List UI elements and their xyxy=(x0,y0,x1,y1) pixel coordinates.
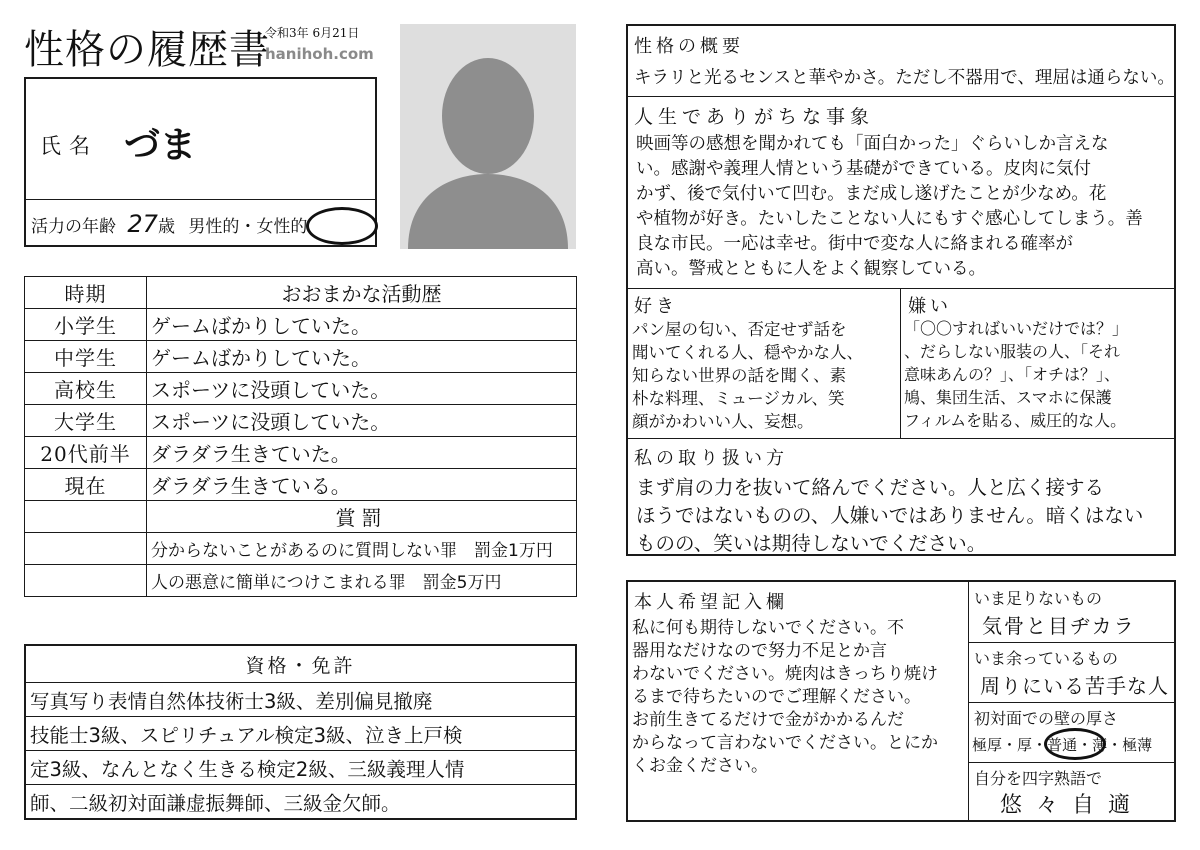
activity-cell: ゲームばかりしていた。 xyxy=(147,309,577,341)
avatar-silhouette-icon xyxy=(400,24,576,249)
document-date: 令和3年 6月21日 xyxy=(265,26,360,40)
life-line: や植物が好き。たいしたことない人にもすぐ感心してしまう。善 xyxy=(636,209,1143,229)
activity-cell: スポーツに没頭していた。 xyxy=(147,405,577,437)
life-line: 映画等の感想を聞かれても「面白かった」ぐらいしか言えな xyxy=(636,134,1109,154)
likes-divider xyxy=(900,288,901,438)
name-value: づま xyxy=(124,125,197,166)
lacking-label: いま足りないもの xyxy=(974,589,1103,608)
handling-label: 私の取り扱い方 xyxy=(634,448,788,469)
license-line: 定3級、なんとなく生きる検定2級、三級義理人情 xyxy=(30,758,465,781)
wall-option: 極薄 xyxy=(1122,736,1153,754)
awards-header-row xyxy=(25,501,577,533)
table-header-row xyxy=(25,277,577,309)
period-cell: 現在 xyxy=(25,469,147,501)
wish-line: わないでください。焼肉はきっちり焼け xyxy=(632,664,938,684)
award-row xyxy=(25,533,577,565)
col-activity-header: おおまかな活動歴 xyxy=(147,277,577,309)
licenses-divider xyxy=(26,716,575,717)
side-divider xyxy=(968,642,1174,643)
licenses-divider xyxy=(26,750,575,751)
license-line: 師、二級初対面謙虚振舞師、三級金欠師。 xyxy=(30,792,401,815)
like-line: 朴な料理、ミュージカル、笑 xyxy=(632,389,845,408)
activity-cell: ダラダラ生きている。 xyxy=(147,469,577,501)
awards-header: 賞罰 xyxy=(147,501,577,533)
life-label: 人生でありがちな事象 xyxy=(634,106,875,128)
table-row xyxy=(25,405,577,437)
age-label: 活力の年齢 xyxy=(31,217,116,237)
dislike-line: フィルムを貼る、威圧的な人。 xyxy=(904,411,1127,430)
side-divider xyxy=(968,762,1174,763)
empty-cell xyxy=(25,501,147,533)
gender-male-option: 男性的 xyxy=(188,217,240,237)
name-box xyxy=(24,77,377,247)
wish-line: るまで待ちたいのでご理解ください。 xyxy=(632,687,921,707)
wishes-divider xyxy=(968,582,969,820)
name-divider xyxy=(26,199,375,200)
license-line: 技能士3級、スピリチュアル検定3級、泣き上戸検 xyxy=(30,724,463,747)
idiom-value: 悠々自適 xyxy=(1000,793,1145,818)
wall-selection-circle xyxy=(1044,728,1106,760)
wish-line: 私に何も期待しないでください。不 xyxy=(632,618,904,638)
surplus-value: 周りにいる苦手な人 xyxy=(980,674,1169,698)
licenses-header: 資格・免許 xyxy=(245,655,356,677)
age-value: 27 xyxy=(127,210,158,238)
period-cell: 小学生 xyxy=(25,309,147,341)
history-table xyxy=(24,276,577,597)
wall-options: 極厚・厚・普通・薄・極薄 xyxy=(972,736,1153,754)
col-period-header: 時期 xyxy=(25,277,147,309)
period-cell: 高校生 xyxy=(25,373,147,405)
licenses-divider xyxy=(26,682,575,683)
wishes-label: 本人希望記入欄 xyxy=(634,592,788,613)
section-divider xyxy=(628,438,1174,439)
award-cell: 人の悪意に簡単につけこまれる罪 罰金5万円 xyxy=(147,565,577,597)
like-line: 顔がかわいい人、妄想。 xyxy=(632,412,814,431)
handling-line: ほうではないものの、人嫌いではありません。暗くはない xyxy=(636,504,1144,527)
dislike-line: 「〇〇すればいいだけでは？」 xyxy=(904,319,1129,338)
side-divider xyxy=(968,702,1174,703)
period-cell: 中学生 xyxy=(25,341,147,373)
like-line: パン屋の匂い、否定せず話を xyxy=(632,320,847,339)
dislike-line: 鳩、集団生活、スマホに保護 xyxy=(904,388,1112,407)
section-divider xyxy=(628,96,1174,97)
table-row xyxy=(25,373,577,405)
name-label: 氏名 xyxy=(40,134,98,158)
age-row xyxy=(31,210,307,238)
wall-option: 普通 xyxy=(1047,736,1078,754)
idiom-label: 自分を四字熟語で xyxy=(974,769,1103,788)
life-line: 高い。警戒とともに人をよく観察している。 xyxy=(636,259,986,279)
activity-cell: ゲームばかりしていた。 xyxy=(147,341,577,373)
activity-cell: ダラダラ生きていた。 xyxy=(147,437,577,469)
gender-female-option: 女性的 xyxy=(256,217,308,237)
age-unit: 歳 xyxy=(157,217,175,237)
license-line: 写真写り表情自然体技術士3級、差別偏見撤廃 xyxy=(30,690,433,713)
table-row xyxy=(25,469,577,501)
activity-cell: スポーツに没頭していた。 xyxy=(147,373,577,405)
page-title: 性格の履歴書 xyxy=(24,27,270,73)
like-line: 聞いてくれる人、穏やかな人、 xyxy=(632,343,863,362)
table-row xyxy=(25,309,577,341)
period-cell: 大学生 xyxy=(25,405,147,437)
dislikes-label: 嫌い xyxy=(908,296,952,317)
wall-option: 厚 xyxy=(1017,736,1033,754)
table-row xyxy=(25,341,577,373)
life-line: かず、後で気付いて凹む。まだ成し遂げたことが少なめ。花 xyxy=(636,184,1107,204)
award-cell: 分からないことがあるのに質問しない罪 罰金1万円 xyxy=(147,533,577,565)
wall-option: 薄 xyxy=(1092,736,1108,754)
gender-selection-circle xyxy=(306,207,378,245)
overview-label: 性格の概要 xyxy=(634,36,744,57)
empty-cell xyxy=(25,533,147,565)
lacking-value: 気骨と目ヂカラ xyxy=(982,614,1136,638)
handling-line: ものの、笑いは期待しないでください。 xyxy=(636,532,987,555)
empty-cell xyxy=(25,565,147,597)
dislike-line: 、だらしない服装の人、「それ xyxy=(904,342,1121,361)
wall-option: 極厚 xyxy=(972,736,1003,754)
personality-box xyxy=(626,24,1176,556)
section-divider xyxy=(628,288,1174,289)
life-line: い。感謝や義理人情という基礎ができている。皮肉に気付 xyxy=(636,159,1091,179)
like-line: 知らない世界の話を聞く、素 xyxy=(632,366,847,385)
licenses-box xyxy=(24,644,577,820)
likes-label: 好き xyxy=(634,296,678,317)
surplus-label: いま余っているもの xyxy=(974,649,1119,668)
table-row xyxy=(25,437,577,469)
life-line: 良な市民。一応は幸せ。街中で変な人に絡まれる確率が xyxy=(636,234,1073,254)
dislike-line: 意味あんの？」、「オチは？」、 xyxy=(904,365,1121,384)
licenses-divider xyxy=(26,784,575,785)
overview-text: キラリと光るセンスと華やかさ。ただし不器用で、理屈は通らない。 xyxy=(634,68,1175,88)
handling-line: まず肩の力を抜いて絡んでください。人と広く接する xyxy=(636,476,1105,499)
wish-line: くお金ください。 xyxy=(632,756,768,776)
wish-line: 器用なだけなので努力不足とか言 xyxy=(632,641,887,661)
award-row xyxy=(25,565,577,597)
gender-separator: ・ xyxy=(239,217,257,237)
wall-label: 初対面での壁の厚さ xyxy=(974,709,1119,728)
wish-line: からなって言わないでください。とにか xyxy=(632,733,938,753)
photo-placeholder xyxy=(400,24,576,249)
wishes-box xyxy=(626,580,1176,822)
period-cell: 20代前半 xyxy=(25,437,147,469)
wish-line: お前生きてるだけで金がかかるんだ xyxy=(632,710,904,730)
site-url: hanihoh.com xyxy=(265,45,374,63)
